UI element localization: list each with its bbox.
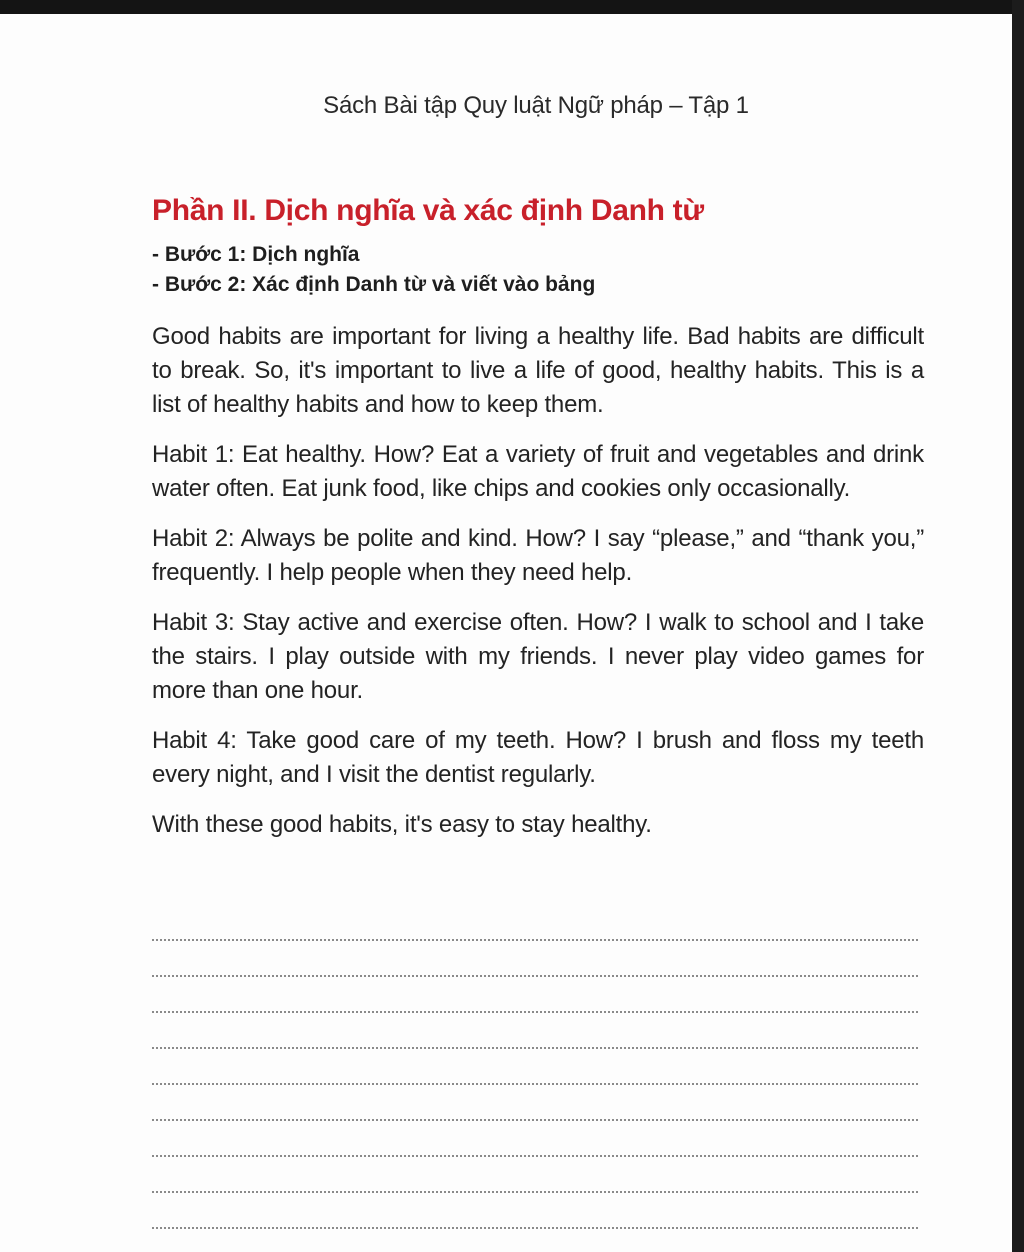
running-header: Sách Bài tập Quy luật Ngữ pháp – Tập 1 bbox=[323, 92, 749, 119]
habit-4-paragraph: Habit 4: Take good care of my teeth. How? I brush and floss my teeth every night, and I visit the dentist regularly. bbox=[152, 727, 924, 788]
answer-line[interactable] bbox=[152, 1155, 918, 1191]
answer-line[interactable] bbox=[152, 975, 918, 1011]
step-2: - Bước 2: Xác định Danh từ và viết vào bảng bbox=[152, 273, 596, 296]
window-frame-top bbox=[0, 0, 1024, 14]
answer-line[interactable] bbox=[152, 1047, 918, 1083]
answer-lines bbox=[152, 939, 918, 1252]
window-frame-right bbox=[1012, 0, 1024, 1252]
answer-line[interactable] bbox=[152, 1119, 918, 1155]
closing-paragraph: With these good habits, it's easy to stay healthy. bbox=[152, 811, 652, 838]
answer-line[interactable] bbox=[152, 1191, 918, 1227]
step-1: - Bước 1: Dịch nghĩa bbox=[152, 243, 360, 266]
section-title: Phần II. Dịch nghĩa và xác định Danh từ bbox=[152, 194, 704, 227]
page-content bbox=[152, 194, 924, 842]
answer-line[interactable] bbox=[152, 1011, 918, 1047]
answer-line[interactable] bbox=[152, 1227, 918, 1252]
intro-paragraph: Good habits are important for living a healthy life. Bad habits are difficult to break. So, it's important to live a life of good, healthy habits. This is a list of healthy habits and how to keep them. bbox=[152, 323, 924, 418]
habit-3-paragraph: Habit 3: Stay active and exercise often. How? I walk to school and I take the stairs. I play outside with my friends. I never play video games for more than one hour. bbox=[152, 609, 924, 704]
habit-2-paragraph: Habit 2: Always be polite and kind. How? I say “please,” and “thank you,” frequently. I help people when they need help. bbox=[152, 525, 924, 586]
document-page bbox=[0, 14, 1012, 1252]
answer-line[interactable] bbox=[152, 939, 918, 975]
answer-line[interactable] bbox=[152, 1083, 918, 1119]
habit-1-paragraph: Habit 1: Eat healthy. How? Eat a variety of fruit and vegetables and drink water often. Eat junk food, like chips and cookies only occasionally. bbox=[152, 441, 924, 502]
